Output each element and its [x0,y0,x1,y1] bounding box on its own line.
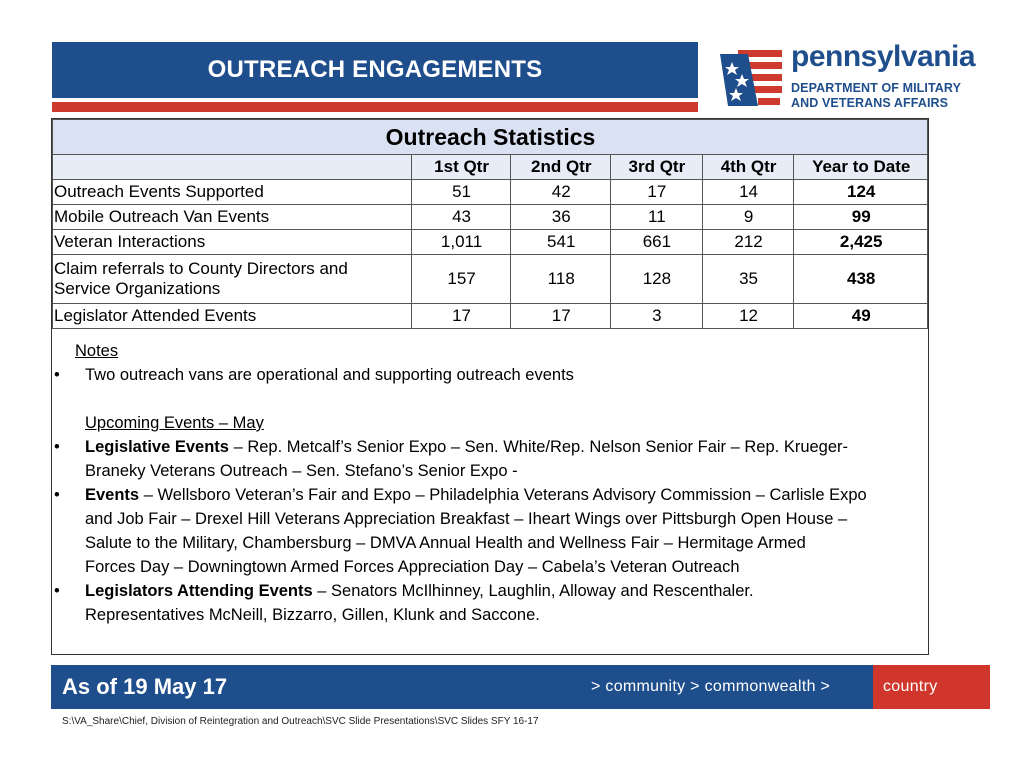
table-cell-ytd: 2,425 [794,230,928,255]
table-cell: 17 [611,180,703,205]
table-cell-ytd: 438 [794,255,928,304]
events-continued: Forces Day – Downingtown Armed Forces Appreciation Day – Cabela’s Veteran Outreach [85,558,740,576]
table-cell: 14 [702,180,794,205]
legislative-events-label: Legislative Events [85,438,229,456]
table-cell: 3 [611,304,703,329]
table-cell: 17 [511,304,611,329]
note-text: Two outreach vans are operational and supporting outreach events [85,366,574,384]
table-cell: 35 [702,255,794,304]
legislators-attending-item [52,579,930,603]
events-label: Events [85,486,140,504]
column-header: Year to Date [794,155,928,180]
column-header: 4th Qtr [702,155,794,180]
upcoming-events-heading: Upcoming Events – May [85,414,264,432]
page-title: OUTREACH ENGAGEMENTS [52,42,698,98]
row-label: Mobile Outreach Van Events [53,205,412,230]
table-header-row [53,155,928,180]
footer-tagline-end-block [873,665,990,709]
table-cell: 1,011 [411,230,511,255]
table-row [53,230,928,255]
table-title-row [53,120,928,155]
outreach-statistics-panel [51,118,929,655]
table-cell-ytd: 99 [794,205,928,230]
table-cell: 541 [511,230,611,255]
column-header-blank [53,155,412,180]
table-cell: 9 [702,205,794,230]
logo-department-line1: DEPARTMENT OF MILITARY [791,81,962,95]
table-cell-ytd: 49 [794,304,928,329]
legislators-attending-label: Legislators Attending Events [85,582,313,600]
row-label: Veteran Interactions [53,230,412,255]
table-row [53,304,928,329]
bullet: • [54,438,60,456]
table-title: Outreach Statistics [53,120,928,155]
column-header: 2nd Qtr [511,155,611,180]
footer-tagline-end: country [883,678,938,695]
table-cell: 36 [511,205,611,230]
bullet: • [54,582,60,600]
events-text: – Wellsboro Veteran’s Fair and Expo – Philadelphia Veterans Advisory Commission – Carlisle Expo [139,486,867,504]
notes-section [52,339,930,627]
column-header: 3rd Qtr [611,155,703,180]
table-cell: 157 [411,255,511,304]
table-row [53,255,928,304]
events-continued: Salute to the Military, Chambersburg – DMVA Annual Health and Wellness Fair – Hermitage Armed [85,534,806,552]
as-of-date: As of 19 May 17 [62,674,228,699]
table-cell: 51 [411,180,511,205]
table-cell: 118 [511,255,611,304]
table-cell: 11 [611,205,703,230]
title-underline [52,102,698,112]
footer-bar [51,665,873,709]
logo-department-line2: AND VETERANS AFFAIRS [791,96,949,110]
footer-tagline: > community > commonwealth > [591,678,831,695]
legislators-attending-continued: Representatives McNeill, Bizzarro, Gillen, Klunk and Saccone. [85,606,540,624]
legislative-events-text: – Rep. Metcalf’s Senior Expo – Sen. White/Rep. Nelson Senior Fair – Rep. Krueger- [228,438,849,456]
notes-heading: Notes [75,342,119,360]
table-cell: 661 [611,230,703,255]
row-label [53,255,412,304]
note-item [52,363,930,387]
table-cell: 17 [411,304,511,329]
bullet: • [54,366,60,384]
row-label-line2: Service Organizations [54,279,221,298]
table-row [53,205,928,230]
row-label: Outreach Events Supported [53,180,412,205]
flag-star-logo-icon [718,44,784,114]
bullet: • [54,486,60,504]
logo-wordmark: pennsylvania [791,40,976,73]
file-path: S:\VA_Share\Chief, Division of Reintegration and Outreach\SVC Slide Presentations\SVC Slides SFY 16-17 [62,716,539,727]
outreach-statistics-table [52,119,928,329]
column-header: 1st Qtr [411,155,511,180]
legislators-attending-text: – Senators McIlhinney, Laughlin, Alloway and Rescenthaler. [312,582,754,600]
table-cell: 212 [702,230,794,255]
table-cell-ytd: 124 [794,180,928,205]
pa-dmva-logo [718,42,988,112]
legislative-events-item [52,435,930,459]
row-label: Legislator Attended Events [53,304,412,329]
table-cell: 42 [511,180,611,205]
table-row [53,180,928,205]
table-cell: 12 [702,304,794,329]
legislative-events-continued: Braneky Veterans Outreach – Sen. Stefano’s Senior Expo - [85,462,518,480]
events-continued: and Job Fair – Drexel Hill Veterans Appreciation Breakfast – Iheart Wings over Pittsburgh Open House – [85,510,848,528]
row-label-line1: Claim referrals to County Directors and [54,259,348,278]
table-cell: 43 [411,205,511,230]
events-item [52,483,930,507]
table-cell: 128 [611,255,703,304]
